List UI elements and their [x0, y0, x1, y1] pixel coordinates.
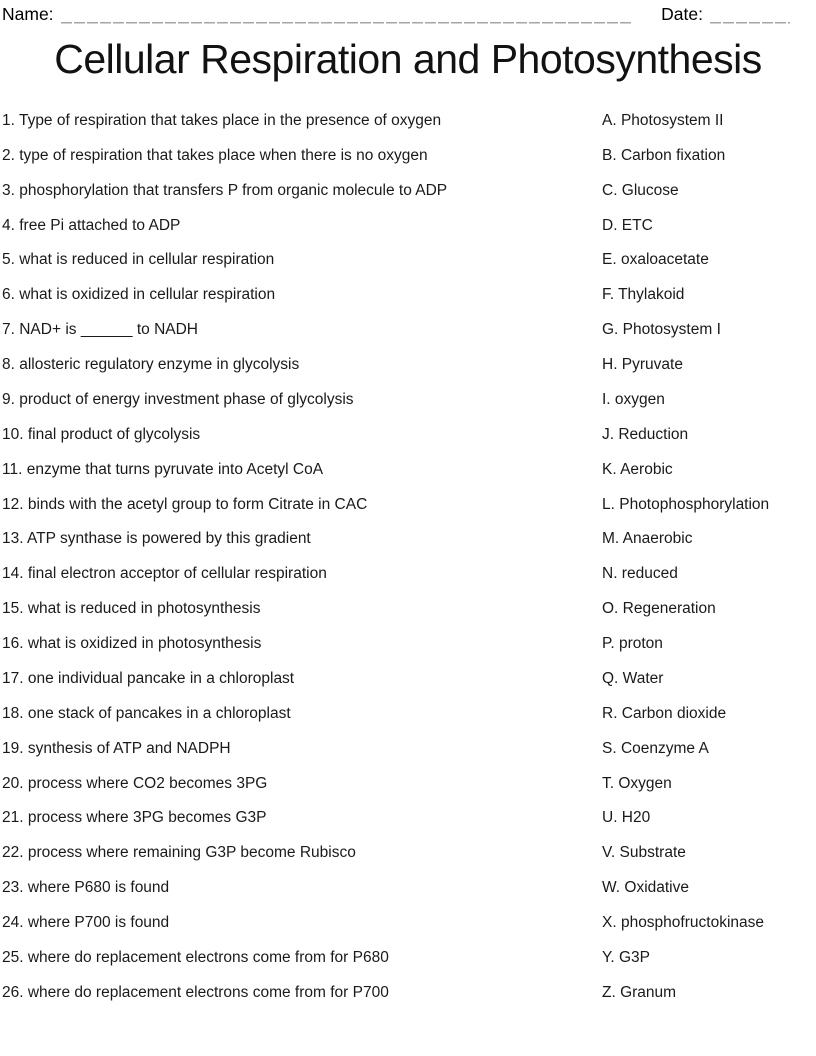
- answer-item: Z. Granum: [602, 983, 677, 1001]
- question-item: 7. NAD+ is ______ to NADH: [2, 321, 198, 339]
- date-fill-line: [710, 7, 790, 25]
- question-item: 20. process where CO2 becomes 3PG: [2, 774, 268, 792]
- answer-item: J. Reduction: [602, 425, 689, 443]
- answer-item: G. Photosystem I: [602, 321, 721, 339]
- question-item: 23. where P680 is found: [2, 879, 170, 897]
- matching-row: [2, 138, 814, 173]
- question-item: 18. one stack of pancakes in a chloroplast: [2, 704, 291, 722]
- answer-item: B. Carbon fixation: [602, 146, 726, 164]
- matching-row: [2, 696, 814, 731]
- matching-row: [2, 940, 814, 975]
- answer-item: V. Substrate: [602, 844, 686, 862]
- matching-row: [2, 208, 814, 243]
- question-item: 21. process where 3PG becomes G3P: [2, 809, 267, 827]
- matching-row: [2, 905, 814, 940]
- matching-row: [2, 417, 814, 452]
- matching-row: [2, 766, 814, 801]
- question-item: 1. Type of respiration that takes place in the presence of oxygen: [2, 111, 442, 129]
- question-item: 4. free Pi attached to ADP: [2, 216, 181, 234]
- matching-row: [2, 347, 814, 382]
- matching-row: [2, 243, 814, 278]
- answer-item: S. Coenzyme A: [602, 739, 709, 757]
- header: [2, 3, 790, 25]
- question-item: 14. final electron acceptor of cellular respiration: [2, 565, 327, 583]
- answer-item: O. Regeneration: [602, 600, 716, 618]
- answer-item: A. Photosystem II: [602, 111, 724, 129]
- matching-row: [2, 835, 814, 870]
- matching-row: [2, 277, 814, 312]
- question-item: 13. ATP synthase is powered by this gradient: [2, 530, 311, 548]
- question-item: 10. final product of glycolysis: [2, 425, 201, 443]
- question-item: 22. process where remaining G3P become Rubisco: [2, 844, 356, 862]
- answer-item: R. Carbon dioxide: [602, 704, 727, 722]
- question-item: 6. what is oxidized in cellular respiration: [2, 286, 276, 304]
- question-item: 12. binds with the acetyl group to form Citrate in CAC: [2, 495, 368, 513]
- matching-row: [2, 382, 814, 417]
- answer-item: C. Glucose: [602, 181, 679, 199]
- answer-item: L. Photophosphorylation: [602, 495, 770, 513]
- matching-row: [2, 626, 814, 661]
- question-item: 8. allosteric regulatory enzyme in glycolysis: [2, 356, 300, 374]
- matching-row: [2, 591, 814, 626]
- name-fill-line: [61, 7, 634, 25]
- question-item: 9. product of energy investment phase of glycolysis: [2, 390, 354, 408]
- matching-row: [2, 801, 814, 836]
- answer-item: T. Oxygen: [602, 774, 672, 792]
- answer-item: E. oxaloacetate: [602, 251, 709, 269]
- matching-row: [2, 556, 814, 591]
- answer-item: D. ETC: [602, 216, 653, 234]
- matching-row: [2, 173, 814, 208]
- answer-item: K. Aerobic: [602, 460, 673, 478]
- matching-row: [2, 452, 814, 487]
- answer-item: X. phosphofructokinase: [602, 914, 764, 932]
- question-item: 15. what is reduced in photosynthesis: [2, 600, 261, 618]
- answer-item: N. reduced: [602, 565, 678, 583]
- question-item: 16. what is oxidized in photosynthesis: [2, 635, 262, 653]
- question-item: 26. where do replacement electrons come from for P700: [2, 983, 389, 1001]
- answer-item: Q. Water: [602, 669, 664, 687]
- answer-item: P. proton: [602, 635, 663, 653]
- matching-row: [2, 731, 814, 766]
- matching-row: [2, 522, 814, 557]
- question-item: 25. where do replacement electrons come from for P680: [2, 948, 389, 966]
- answer-item: W. Oxidative: [602, 879, 689, 897]
- matching-list: [2, 103, 814, 1010]
- question-item: 3. phosphorylation that transfers P from organic molecule to ADP: [2, 181, 448, 199]
- date-label: Date:: [661, 4, 703, 24]
- answer-item: U. H20: [602, 809, 651, 827]
- matching-row: [2, 312, 814, 347]
- matching-row: [2, 661, 814, 696]
- answer-item: H. Pyruvate: [602, 356, 683, 374]
- question-item: 2. type of respiration that takes place when there is no oxygen: [2, 146, 428, 164]
- page-title: Cellular Respiration and Photosynthesis: [54, 36, 762, 82]
- question-item: 19. synthesis of ATP and NADPH: [2, 739, 231, 757]
- question-item: 24. where P700 is found: [2, 914, 170, 932]
- question-item: 17. one individual pancake in a chloroplast: [2, 669, 295, 687]
- matching-row: [2, 870, 814, 905]
- matching-row: [2, 103, 814, 138]
- matching-row: [2, 975, 814, 1010]
- answer-item: F. Thylakoid: [602, 286, 685, 304]
- matching-row: [2, 487, 814, 522]
- name-label: Name:: [2, 4, 54, 24]
- question-item: 5. what is reduced in cellular respiration: [2, 251, 275, 269]
- answer-item: Y. G3P: [602, 948, 650, 966]
- answer-item: M. Anaerobic: [602, 530, 693, 548]
- answer-item: I. oxygen: [602, 390, 665, 408]
- question-item: 11. enzyme that turns pyruvate into Acetyl CoA: [2, 460, 324, 478]
